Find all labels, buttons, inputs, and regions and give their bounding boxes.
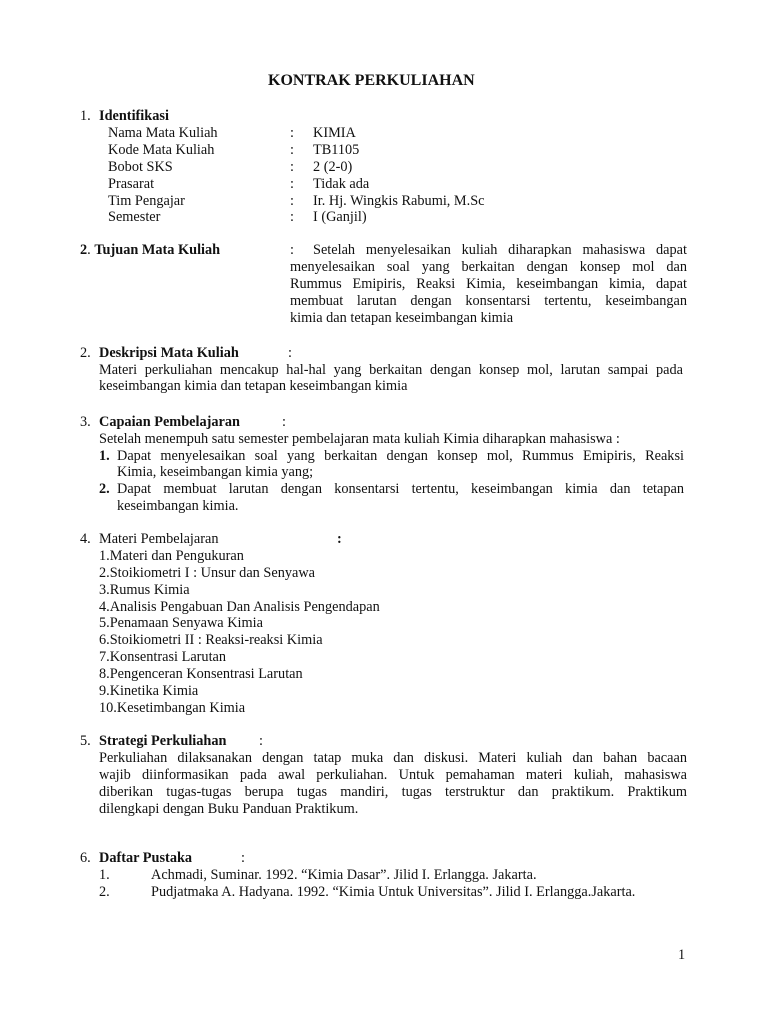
section-colon: :	[337, 531, 342, 547]
reference-number: 1.	[99, 867, 110, 883]
section-number: 3.	[80, 414, 91, 430]
section-heading: Identifikasi	[99, 108, 169, 124]
materi-item: 7.Konsentrasi Larutan	[99, 649, 227, 665]
capaian-item-number: 2.	[99, 481, 110, 497]
tujuan-line: kimia dan tetapan keseimbangan kimia	[290, 310, 514, 326]
deskripsi-line: keseimbangan kimia dan tetapan keseimbangan kimia	[99, 378, 408, 394]
section-colon: :	[288, 345, 292, 361]
section-colon: :	[282, 414, 286, 430]
id-row-colon: :	[290, 159, 294, 175]
section-heading: Strategi Perkuliahan	[99, 733, 227, 749]
capaian-item-line: Dapat membuat larutan dengan konsentarsi tertentu, keseimbangan kimia dan tetapan	[117, 481, 684, 497]
section-number: 2	[80, 242, 88, 258]
id-row-value: I (Ganjil)	[313, 209, 367, 225]
materi-item: 3.Rumus Kimia	[99, 582, 190, 598]
deskripsi-line: Materi perkuliahan mencakup hal-hal yang berkaitan dengan konsep mol, larutan sampai pada	[99, 362, 683, 378]
section-heading: Tujuan Mata Kuliah	[94, 242, 221, 258]
materi-item: 9.Kinetika Kimia	[99, 683, 199, 699]
section-number: 5.	[80, 733, 91, 749]
id-row-label: Tim Pengajar	[108, 193, 185, 209]
capaian-item-line: Dapat menyelesaikan soal yang berkaitan dengan konsep mol, Rummus Emipiris, Reaksi	[117, 448, 684, 464]
id-row-colon: :	[290, 142, 294, 158]
id-row-colon: :	[290, 125, 294, 141]
capaian-item-number: 1.	[99, 448, 110, 464]
materi-item: 6.Stoikiometri II : Reaksi-reaksi Kimia	[99, 632, 323, 648]
section-number-line	[80, 242, 220, 259]
id-row-label: Nama Mata Kuliah	[108, 125, 218, 141]
page-number: 1	[678, 947, 686, 963]
id-row-colon: :	[290, 176, 294, 192]
section-heading: Materi Pembelajaran	[99, 531, 219, 547]
section-number: 1.	[80, 108, 91, 124]
tujuan-line: menyelesaikan soal yang berkaitan dengan konsep mol dan	[290, 259, 687, 275]
id-row-label: Semester	[108, 209, 161, 225]
id-row-colon: :	[290, 209, 294, 225]
reference-text: Pudjatmaka A. Hadyana. 1992. “Kimia Untuk Universitas”. Jilid I. Erlangga.Jakarta.	[151, 884, 636, 900]
id-row-label: Bobot SKS	[108, 159, 173, 175]
section-number-dot: .	[87, 242, 95, 258]
section-heading: Capaian Pembelajaran	[99, 414, 240, 430]
materi-item: 4.Analisis Pengabuan Dan Analisis Pengendapan	[99, 599, 380, 615]
id-row-colon: :	[290, 193, 294, 209]
section-heading: Daftar Pustaka	[99, 850, 193, 866]
strategi-line: Perkuliahan dilaksanakan dengan tatap muka dan diskusi. Materi kuliah dan bahan bacaan	[99, 750, 687, 766]
section-colon: :	[290, 242, 294, 258]
strategi-line: diberikan tugas-tugas berupa tugas mandiri, tugas terstruktur dan praktikum. Praktikum	[99, 784, 687, 800]
reference-number: 2.	[99, 884, 110, 900]
id-row-label: Prasarat	[108, 176, 155, 192]
section-number: 2.	[80, 345, 91, 361]
section-number: 4.	[80, 531, 91, 547]
reference-text: Achmadi, Suminar. 1992. “Kimia Dasar”. Jilid I. Erlangga. Jakarta.	[151, 867, 537, 883]
tujuan-line: Rummus Emipiris, Reaksi Kimia, keseimbangan kimia, dapat	[290, 276, 687, 292]
capaian-intro: Setelah menempuh satu semester pembelajaran mata kuliah Kimia diharapkan mahasiswa :	[99, 431, 620, 447]
id-row-value: 2 (2-0)	[313, 159, 353, 175]
id-row-value: Tidak ada	[313, 176, 370, 192]
capaian-item-line: Kimia, keseimbangan kimia yang;	[117, 464, 314, 480]
id-row-value: TB1105	[313, 142, 360, 158]
id-row-label: Kode Mata Kuliah	[108, 142, 215, 158]
section-heading: Deskripsi Mata Kuliah	[99, 345, 239, 361]
materi-item: 8.Pengenceran Konsentrasi Larutan	[99, 666, 303, 682]
section-colon: :	[241, 850, 245, 866]
section-number: 6.	[80, 850, 91, 866]
strategi-line: dilengkapi dengan Buku Panduan Praktikum.	[99, 801, 359, 817]
capaian-item-line: keseimbangan kimia.	[117, 498, 239, 514]
document-title: KONTRAK PERKULIAHAN	[268, 72, 475, 89]
materi-item: 10.Kesetimbangan Kimia	[99, 700, 246, 716]
materi-item: 2.Stoikiometri I : Unsur dan Senyawa	[99, 565, 316, 581]
id-row-value: KIMIA	[313, 125, 356, 141]
section-colon: :	[259, 733, 263, 749]
tujuan-line: Setelah menyelesaikan kuliah diharapkan mahasiswa dapat	[313, 242, 687, 258]
id-row-value: Ir. Hj. Wingkis Rabumi, M.Sc	[313, 193, 485, 209]
tujuan-line: membuat larutan dengan konsentarsi tertentu, keseimbangan	[290, 293, 687, 309]
strategi-line: wajib diinformasikan pada awal perkuliahan. Untuk pemahaman materi kuliah, mahasiswa	[99, 767, 687, 783]
materi-item: 5.Penamaan Senyawa Kimia	[99, 615, 263, 631]
materi-item: 1.Materi dan Pengukuran	[99, 548, 244, 564]
